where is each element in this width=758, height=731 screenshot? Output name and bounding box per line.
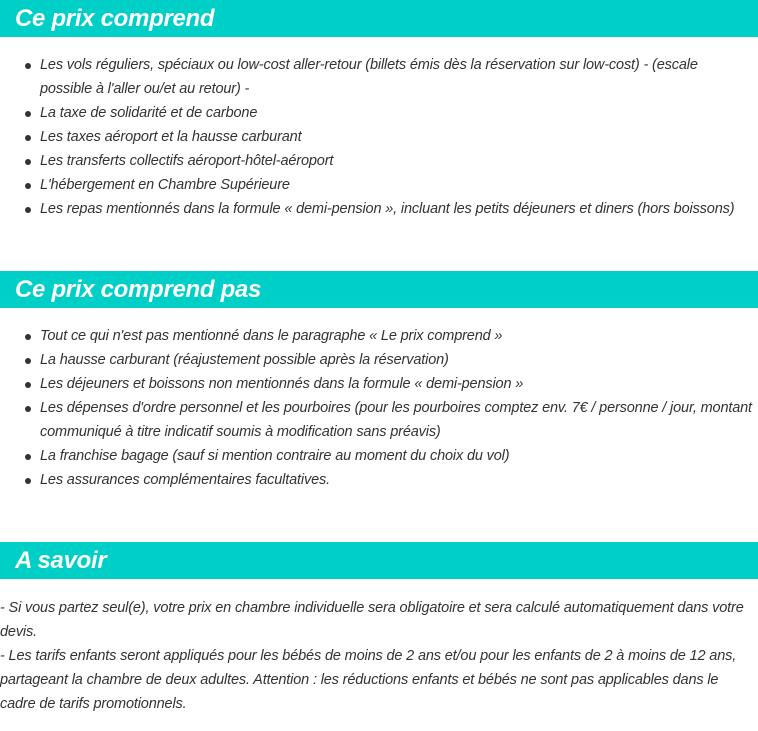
bullet-icon bbox=[25, 382, 31, 388]
a-savoir-text bbox=[0, 596, 758, 716]
info-paragraph: - Les tarifs enfants seront appliqués pour les bébés de moins de 2 ans et/ou pour les enfants de 2 à moins de 12 ans, partageant la chambre de deux adultes. Attention : les réductions enfants et bébés ne sont pas applicables dans le cadre de tarifs promotionnels. bbox=[0, 648, 737, 712]
not-included-list bbox=[0, 324, 758, 492]
list-item bbox=[0, 348, 758, 372]
list-item-text: Les déjeuners et boissons non mentionnés dans la formule « demi-pension » bbox=[40, 376, 524, 392]
section-header bbox=[0, 271, 758, 308]
list-item-text: La hausse carburant (réajustement possible après la réservation) bbox=[40, 352, 449, 368]
bullet-icon bbox=[25, 358, 31, 364]
list-item-text: Les vols réguliers, spéciaux ou low-cost aller-retour (billets émis dès la réservation sur low-cost) - (escale possible à l'aller ou/et au retour) - bbox=[40, 57, 698, 97]
section-title: A savoir bbox=[15, 546, 107, 574]
section-not-included bbox=[0, 271, 758, 492]
section-header bbox=[0, 542, 758, 579]
list-item-text: Les assurances complémentaires facultatives. bbox=[40, 472, 330, 488]
bullet-icon bbox=[25, 63, 31, 69]
bullet-icon bbox=[25, 406, 31, 412]
bullet-icon bbox=[25, 334, 31, 340]
bullet-icon bbox=[25, 183, 31, 189]
included-list bbox=[0, 53, 758, 221]
section-header bbox=[0, 0, 758, 37]
list-item bbox=[0, 444, 758, 468]
bullet-icon bbox=[25, 135, 31, 141]
list-item bbox=[0, 396, 758, 444]
section-title: Ce prix comprend bbox=[15, 4, 215, 32]
list-item-text: Les dépenses d'ordre personnel et les pourboires (pour les pourboires comptez env. 7€ / personne / jour, montant communiqué à titre indicatif soumis à modification sans préavis) bbox=[40, 400, 752, 440]
list-item-text: La franchise bagage (sauf si mention contraire au moment du choix du vol) bbox=[40, 448, 510, 464]
section-a-savoir bbox=[0, 542, 758, 716]
list-item bbox=[0, 372, 758, 396]
section-title: Ce prix comprend pas bbox=[15, 275, 262, 303]
list-item bbox=[0, 149, 758, 173]
bullet-icon bbox=[25, 111, 31, 117]
bullet-icon bbox=[25, 207, 31, 213]
list-item-text: Tout ce qui n'est pas mentionné dans le paragraphe « Le prix comprend » bbox=[40, 328, 503, 344]
bullet-icon bbox=[25, 454, 31, 460]
list-item bbox=[0, 468, 758, 492]
list-item-text: La taxe de solidarité et de carbone bbox=[40, 105, 258, 121]
list-item bbox=[0, 173, 758, 197]
list-item bbox=[0, 197, 758, 221]
list-item bbox=[0, 125, 758, 149]
list-item bbox=[0, 53, 758, 101]
info-paragraph: - Si vous partez seul(e), votre prix en chambre individuelle sera obligatoire et sera calculé automatiquement dans votre devis. bbox=[0, 600, 744, 640]
list-item-text: Les repas mentionnés dans la formule « demi-pension », incluant les petits déjeuners et diners (hors boissons) bbox=[40, 201, 735, 217]
list-item-text: L'hébergement en Chambre Supérieure bbox=[40, 177, 290, 193]
list-item bbox=[0, 101, 758, 125]
list-item-text: Les taxes aéroport et la hausse carburant bbox=[40, 129, 302, 145]
section-included bbox=[0, 0, 758, 221]
list-item-text: Les transferts collectifs aéroport-hôtel-aéroport bbox=[40, 153, 334, 169]
list-item bbox=[0, 324, 758, 348]
bullet-icon bbox=[25, 478, 31, 484]
bullet-icon bbox=[25, 159, 31, 165]
